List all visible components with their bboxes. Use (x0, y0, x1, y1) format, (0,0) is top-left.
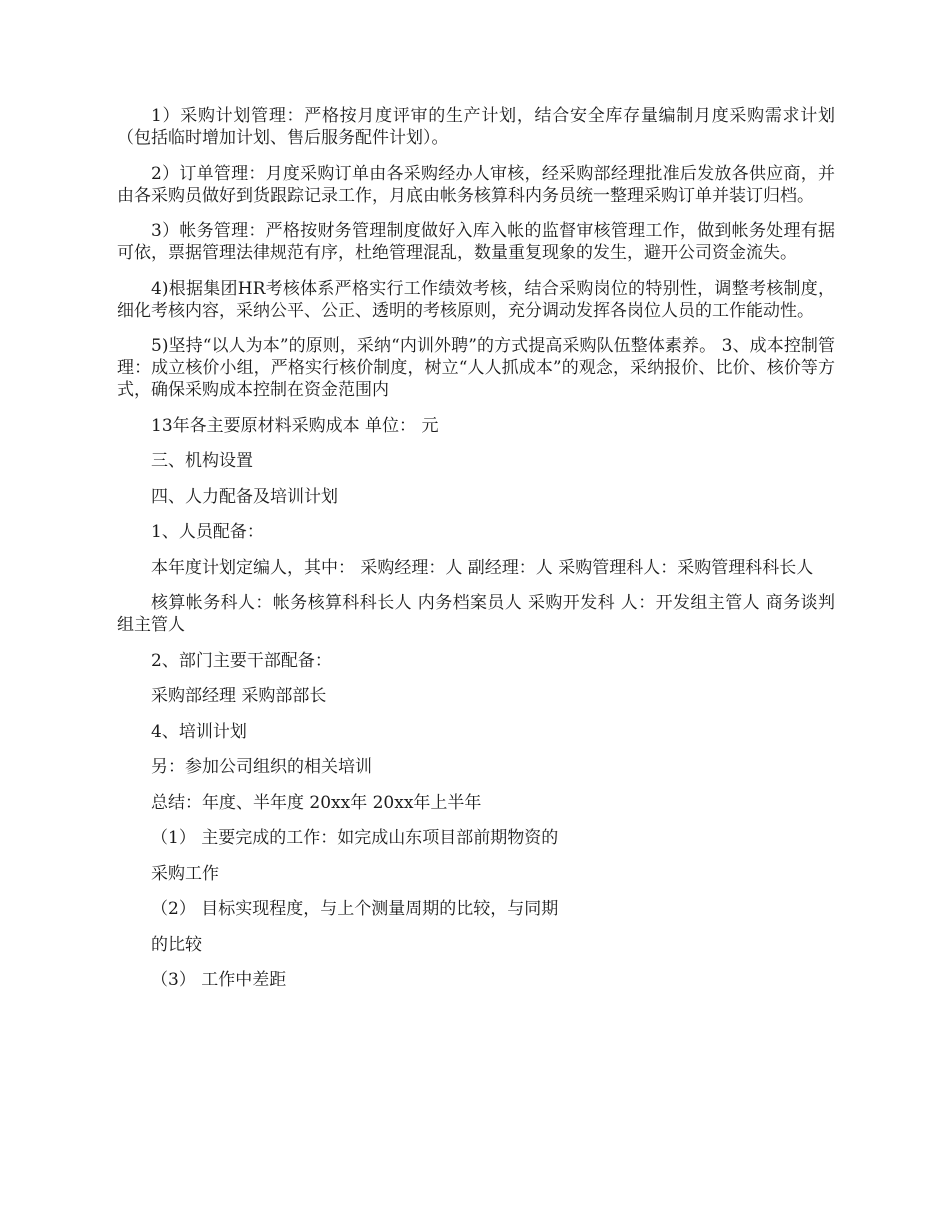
paragraph-performance-assessment: 4)根据集团HR考核体系严格实行工作绩效考核，结合采购岗位的特别性，调整考核制度，细化考核内容，采纳公平、公正、透明的考核原则，充分调动发挥各岗位人员的工作能动性。 (117, 278, 835, 321)
paragraph-cadre-list: 采购部经理 采购部部长 (151, 686, 327, 706)
paragraph-accounting-management: 3）帐务管理：严格按财务管理制度做好入库入帐的监督审核管理工作，做到帐务处理有据可依，票据管理法律规范有序，杜绝管理混乱，数量重复现象的发生，避开公司资金流失。 (117, 221, 835, 263)
paragraph-item-3: （3） 工作中差距 (151, 970, 287, 990)
paragraph-company-training: 另：参加公司组织的相关培训 (151, 757, 372, 777)
paragraph-item-2-cont: 的比较 (151, 934, 202, 955)
heading-staffing: 1、人员配备： (151, 522, 264, 542)
paragraph-staffing-plan: 本年度计划定编人，其中： 采购经理：人 副经理：人 采购管理科人：采购管理科科长人 (151, 557, 814, 578)
paragraph-accounting-staff: 核算帐务科人：帐务核算科科长人 内务档案员人 采购开发科 人：开发组主管人 商务谈判组主管人 (117, 593, 835, 635)
paragraph-item-1-cont: 采购工作 (151, 863, 219, 884)
heading-training-plan: 4、培训计划 (151, 721, 247, 742)
paragraph-people-oriented: 5)坚持“以人为本”的原则，采纳“内训外聘”的方式提高采购队伍整体素养。 3、成本控制管理：成立核价小组，严格实行核价制度，树立“人人抓成本”的观念，采纳报价、比价、核价等方式，确保采购成本控制在资金范围内 (117, 336, 835, 400)
paragraph-procurement-plan: 1）采购计划管理：严格按月度评审的生产计划，结合安全库存量编制月度采购需求计划（包括临时增加计划、售后服务配件计划）。 (117, 106, 835, 148)
paragraph-summary: 总结：年度、半年度 20xx年 20xx年上半年 (151, 792, 482, 813)
document-body (117, 105, 835, 1005)
heading-staffing-training: 四、人力配备及培训计划 (151, 486, 338, 507)
paragraph-item-2: （2） 目标实现程度，与上个测量周期的比较，与同期 (151, 899, 559, 919)
heading-key-cadres: 2、部门主要干部配备： (151, 650, 332, 671)
paragraph-order-management: 2）订单管理：月度采购订单由各采购经办人审核，经采购部经理批准后发放各供应商，并由各采购员做好到货跟踪记录工作，月底由帐务核算科内务员统一整理采购订单并装订归档。 (117, 163, 835, 206)
paragraph-cost-unit: 13年各主要原材料采购成本 单位： 元 (151, 415, 439, 436)
paragraph-item-1: （1） 主要完成的工作：如完成山东项目部前期物资的 (151, 828, 559, 848)
heading-organization: 三、机构设置 (151, 451, 253, 471)
